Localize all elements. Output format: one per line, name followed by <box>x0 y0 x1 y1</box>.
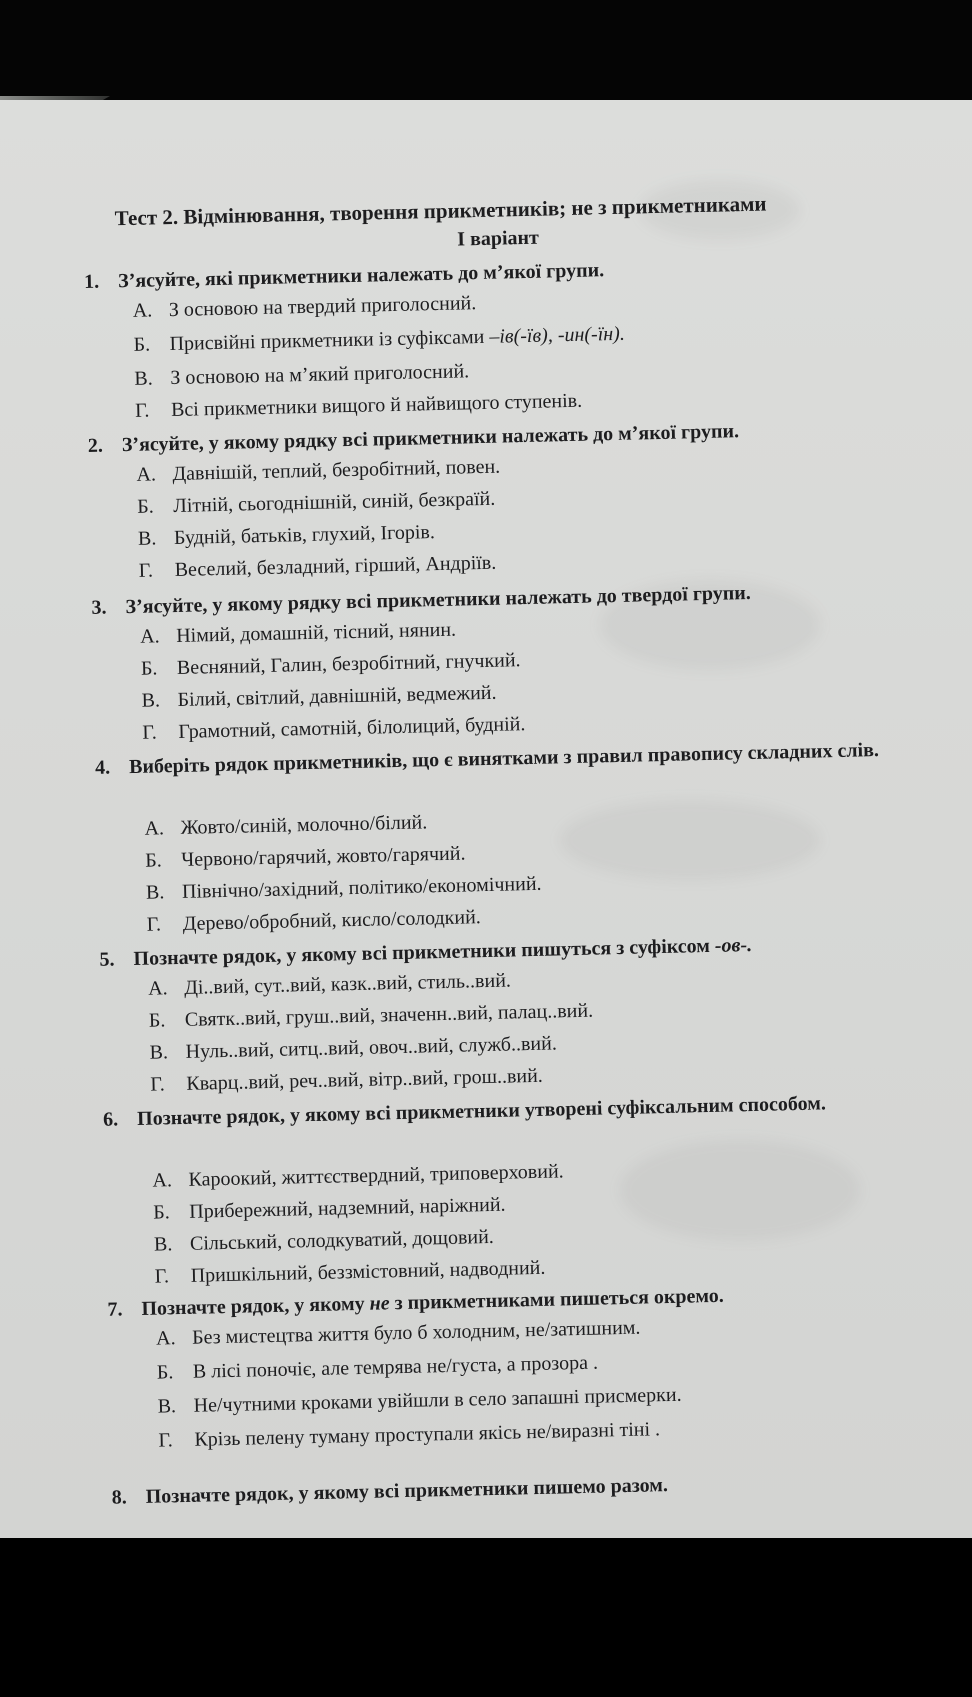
option-c: В. Нуль..вий, ситц..вий, овоч..вий, служб..вий. <box>149 1032 558 1064</box>
option-d: Г. Грамотний, самотній, білолиций, будній. <box>142 713 526 744</box>
question-text: Позначте рядок, у якому всі прикметники пишемо разом. <box>145 1474 669 1508</box>
question-number: 3. <box>91 596 107 619</box>
option-c: В. Будній, батьків, глухий, Ігорів. <box>137 521 436 550</box>
test-title: Тест 2. Відмінювання, творення прикметників; не з прикметниками <box>114 191 767 231</box>
question-number: 1. <box>83 270 100 293</box>
option-c: В. Не/чутними кроками увійшли в село запашні присмерки. <box>157 1383 682 1418</box>
question-number: 8. <box>111 1486 127 1509</box>
option-b: Б. Літній, сьогоднішній, синій, безкраїй. <box>137 487 496 518</box>
option-d: Г. Кварц..вий, реч..вий, вітр..вий, грош..вий. <box>150 1064 544 1096</box>
option-b: Б. В лісі поночіє, але темрява не/густа, а прозора . <box>156 1351 599 1384</box>
option-c: В. Сільський, солодкуватий, дощовий. <box>153 1225 495 1256</box>
option-a: А. З основою на твердий приголосний. <box>132 292 477 322</box>
test-content <box>0 100 972 1538</box>
question-number: 4. <box>94 756 111 779</box>
option-b: Б. Присвійні прикметники із суфіксами –ів(-їв), -ин(-їн). <box>133 322 626 356</box>
option-b: Б. Червоно/гарячий, жовто/гарячий. <box>145 842 466 872</box>
question-number: 2. <box>87 434 104 457</box>
option-b: Б. Весняний, Галин, безробітний, гнучкий. <box>140 649 521 680</box>
option-d: Г. Крізь пелену туману проступали якісь не/виразні тіні . <box>158 1418 661 1452</box>
option-c: В. З основою на м’який приголосний. <box>134 360 470 390</box>
option-b: Б. Прибережний, надземний, наріжний. <box>153 1193 506 1224</box>
dark-background-top <box>0 0 972 100</box>
option-a: А. Ді..вий, сут..вий, казк..вий, стиль..вий. <box>147 969 512 1000</box>
question-number: 5. <box>99 948 115 971</box>
option-a: А. Німий, домашній, тісний, нянин. <box>139 618 457 648</box>
question-text: Позначте рядок, у якому не з прикметниками пишеться окремо. <box>141 1284 725 1320</box>
option-a: А. Давнішій, теплий, безробітний, повен. <box>136 455 501 486</box>
question-number: 7. <box>107 1298 123 1321</box>
question-number: 6. <box>102 1108 119 1131</box>
paper-sheet <box>0 100 972 1538</box>
option-d: Г. Всі прикметники вищого й найвищого ступенів. <box>134 389 583 422</box>
question-text: З’ясуйте, які прикметники належать до м’якої групи. <box>117 259 605 293</box>
question-text: Позначте рядок, у якому всі прикметники пишуться з суфіксом -ов-. <box>133 934 753 971</box>
variant-label: І варіант <box>457 226 540 251</box>
option-c: В. Білий, світлий, давнішній, ведмежий. <box>141 681 497 712</box>
option-b: Б. Святк..вий, груш..вий, значенн..вий, палац..вий. <box>148 999 594 1032</box>
option-a: А. Жовто/синій, молочно/білий. <box>144 811 428 840</box>
question-8 <box>15 1463 972 1509</box>
question-text: З’ясуйте, у якому рядку всі прикметники належать до м’якої групи. <box>121 420 740 457</box>
option-d: Г. Веселий, безладний, гірший, Андріїв. <box>138 551 497 582</box>
question-text: Виберіть рядок прикметників, що є винятками з правил правопису складних слів. <box>128 739 880 779</box>
option-a: А. Без мистецтва життя було б холодним, не/затишним. <box>155 1316 641 1350</box>
option-d: Г. Дерево/обробний, кисло/солодкий. <box>146 906 482 936</box>
option-c: В. Північно/західний, політико/економічний. <box>145 872 542 904</box>
option-a: А. Кароокий, життєствердний, триповерховий. <box>152 1160 564 1192</box>
question-text: З’ясуйте, у якому рядку всі прикметники належать до твердої групи. <box>125 581 752 619</box>
option-d: Г. Пришкільний, беззмістовний, надводний. <box>154 1256 546 1288</box>
question-text: Позначте рядок, у якому всі прикметники утворені суфіксальним способом. <box>136 1092 827 1130</box>
